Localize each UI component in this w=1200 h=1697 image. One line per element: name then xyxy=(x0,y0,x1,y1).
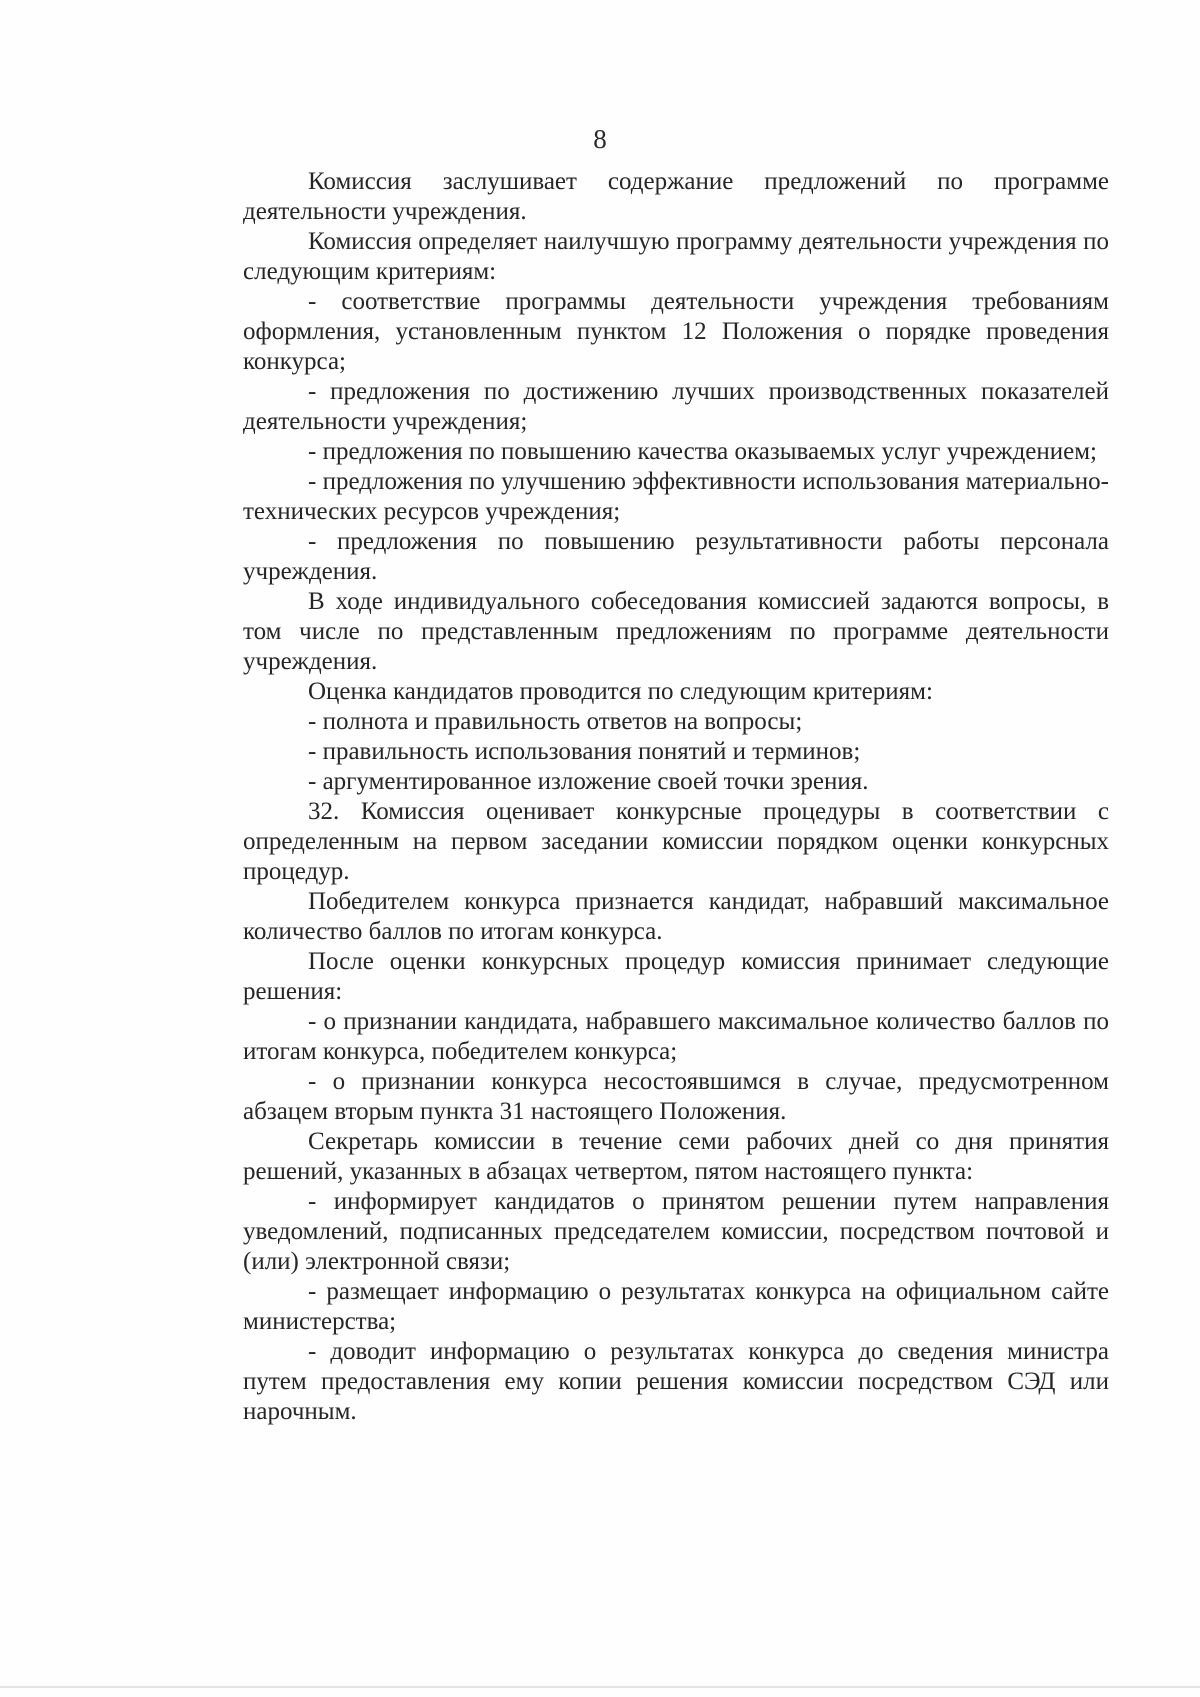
list-item: - о признании кандидата, набравшего максимальное количество баллов по итогам конкурса, победителем конкурса; xyxy=(243,1008,1109,1065)
list-item: - о признании конкурса несостоявшимся в случае, предусмотренном абзацем вторым пункта 31 настоящего Положения. xyxy=(243,1068,1109,1125)
paragraph: Оценка кандидатов проводится по следующим критериям: xyxy=(308,678,933,705)
scan-edge-line xyxy=(0,1686,1200,1688)
list-item: - предложения по повышению результативности работы персонала учреждения. xyxy=(243,528,1109,585)
document-body xyxy=(243,167,1109,1427)
list-item: - аргументированное изложение своей точки зрения. xyxy=(308,768,869,795)
paragraph: Победителем конкурса признается кандидат, набравший максимальное количество баллов по итогам конкурса. xyxy=(243,888,1109,945)
list-item: - размещает информацию о результатах конкурса на официальном сайте министерства; xyxy=(243,1278,1109,1335)
list-item: - правильность использования понятий и терминов; xyxy=(308,738,861,765)
paragraph: После оценки конкурсных процедур комиссия принимает следующие решения: xyxy=(243,948,1109,1005)
paragraph: Секретарь комиссии в течение семи рабочих дней со дня принятия решений, указанных в абзацах четвертом, пятом настоящего пункта: xyxy=(243,1128,1109,1185)
list-item: - предложения по повышению качества оказываемых услуг учреждением; xyxy=(308,438,1098,465)
paragraph: Комиссия определяет наилучшую программу деятельности учреждения по следующим критериям: xyxy=(243,228,1109,285)
numbered-paragraph-32: 32. Комиссия оценивает конкурсные процедуры в соответствии с определенным на первом заседании комиссии порядком оценки конкурсных процедур. xyxy=(243,798,1109,885)
page-number: 8 xyxy=(593,124,607,154)
list-item: - предложения по достижению лучших производственных показателей деятельности учреждения; xyxy=(243,378,1109,435)
list-item: - полнота и правильность ответов на вопросы; xyxy=(308,708,803,735)
list-item: - информирует кандидатов о принятом решении путем направления уведомлений, подписанных председателем комиссии, посредством почтовой и (или) электронной связи; xyxy=(243,1188,1109,1275)
list-item: - соответствие программы деятельности учреждения требованиям оформления, установленным пунктом 12 Положения о порядке проведения конкурса; xyxy=(243,288,1109,375)
paragraph: Комиссия заслушивает содержание предложений по программе деятельности учреждения. xyxy=(243,168,1109,225)
paragraph: В ходе индивидуального собеседования комиссией задаются вопросы, в том числе по представленным предложениям по программе деятельности учреждения. xyxy=(243,588,1109,675)
list-item: - доводит информацию о результатах конкурса до сведения министра путем предоставления ему копии решения комиссии посредством СЭД или нарочным. xyxy=(243,1338,1109,1425)
list-item: - предложения по улучшению эффективности использования материально-технических ресурсов учреждения; xyxy=(243,468,1109,525)
